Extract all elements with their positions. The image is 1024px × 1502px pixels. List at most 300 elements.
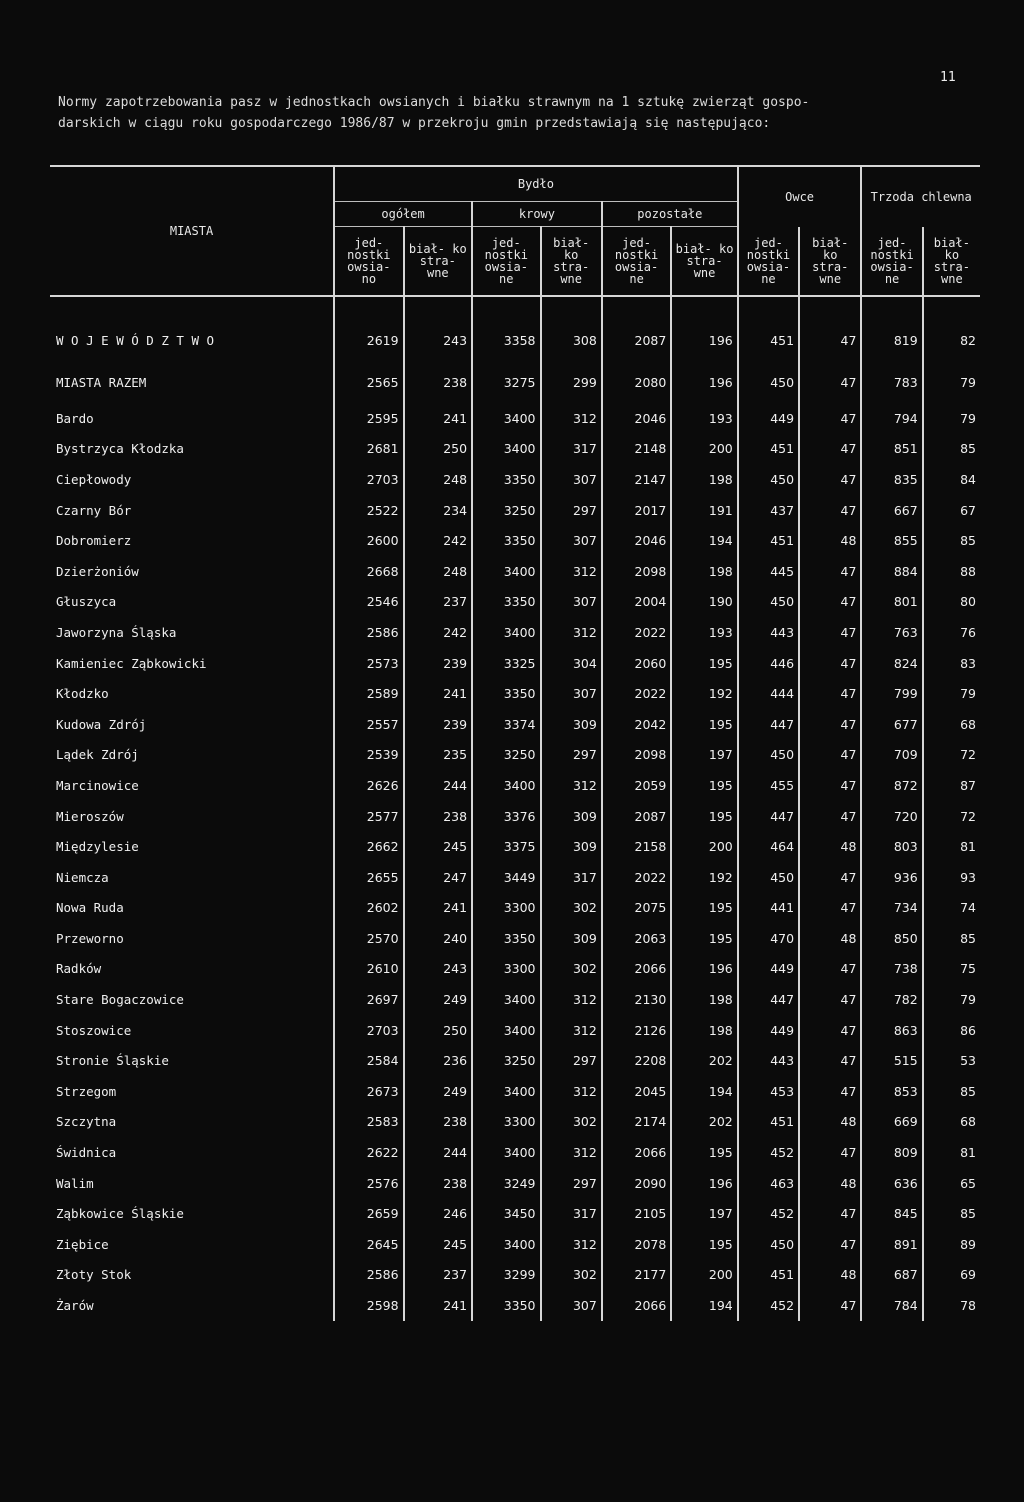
row-value: 47 bbox=[799, 740, 861, 771]
row-value: 763 bbox=[861, 617, 922, 648]
row-value: 850 bbox=[861, 923, 922, 954]
row-value: 2022 bbox=[602, 862, 671, 893]
feed-norms-table-container bbox=[50, 165, 980, 1321]
row-value: 234 bbox=[404, 495, 472, 526]
row-value: 67 bbox=[923, 495, 980, 526]
row-value: 891 bbox=[861, 1229, 922, 1260]
row-value: 302 bbox=[541, 1260, 602, 1291]
row-value: 202 bbox=[671, 1045, 737, 1076]
row-value: 307 bbox=[541, 464, 602, 495]
table-row bbox=[50, 617, 980, 648]
table-body bbox=[50, 296, 980, 1321]
row-value: 2697 bbox=[334, 984, 403, 1015]
row-value: 2703 bbox=[334, 1015, 403, 1046]
row-value: 53 bbox=[923, 1045, 980, 1076]
header-bial-krowy: biał- ko stra- wne bbox=[541, 227, 602, 297]
row-value: 2087 bbox=[602, 801, 671, 832]
row-value: 2557 bbox=[334, 709, 403, 740]
row-value: 72 bbox=[923, 740, 980, 771]
row-value: 687 bbox=[861, 1260, 922, 1291]
row-value: 239 bbox=[404, 709, 472, 740]
row-value: 47 bbox=[799, 678, 861, 709]
row-value: 2017 bbox=[602, 495, 671, 526]
row-value: 2042 bbox=[602, 709, 671, 740]
row-value: 250 bbox=[404, 434, 472, 465]
table-row bbox=[50, 984, 980, 1015]
table-row bbox=[50, 862, 980, 893]
row-value: 3375 bbox=[472, 831, 540, 862]
row-value: 85 bbox=[923, 1076, 980, 1107]
row-value: 194 bbox=[671, 1076, 737, 1107]
table-row bbox=[50, 831, 980, 862]
row-name: W O J E W Ó D Z T W O bbox=[56, 332, 215, 348]
row-value: 3450 bbox=[472, 1198, 540, 1229]
row-value: 307 bbox=[541, 525, 602, 556]
table-row bbox=[50, 1137, 980, 1168]
row-value: 2022 bbox=[602, 678, 671, 709]
row-value: 3350 bbox=[472, 525, 540, 556]
row-value: 297 bbox=[541, 495, 602, 526]
row-value: 451 bbox=[738, 1107, 799, 1138]
row-name: MIASTA RAZEM bbox=[56, 374, 147, 390]
row-value: 2595 bbox=[334, 403, 403, 434]
row-value: 449 bbox=[738, 954, 799, 985]
row-value: 3376 bbox=[472, 801, 540, 832]
row-value: 451 bbox=[738, 434, 799, 465]
row-value: 85 bbox=[923, 434, 980, 465]
row-value: 68 bbox=[923, 1107, 980, 1138]
row-value: 455 bbox=[738, 770, 799, 801]
row-value: 801 bbox=[861, 587, 922, 618]
row-value: 47 bbox=[799, 464, 861, 495]
row-value: 78 bbox=[923, 1290, 980, 1321]
row-value: 69 bbox=[923, 1260, 980, 1291]
row-value: 809 bbox=[861, 1137, 922, 1168]
row-value: 72 bbox=[923, 801, 980, 832]
row-value: 2626 bbox=[334, 770, 403, 801]
row-value: 48 bbox=[799, 831, 861, 862]
row-value: 2619 bbox=[334, 319, 403, 361]
row-value: 2539 bbox=[334, 740, 403, 771]
row-value: 3250 bbox=[472, 740, 540, 771]
row-value: 2610 bbox=[334, 954, 403, 985]
row-value: 297 bbox=[541, 740, 602, 771]
row-value: 48 bbox=[799, 1168, 861, 1199]
row-name: Kamieniec Ząbkowicki bbox=[56, 655, 207, 671]
row-value: 198 bbox=[671, 1015, 737, 1046]
header-spacer-row bbox=[50, 296, 980, 319]
row-value: 241 bbox=[404, 893, 472, 924]
row-value: 3275 bbox=[472, 361, 540, 403]
row-value: 302 bbox=[541, 1107, 602, 1138]
row-value: 195 bbox=[671, 770, 737, 801]
header-miasta: MIASTA bbox=[50, 166, 334, 296]
row-value: 195 bbox=[671, 801, 737, 832]
row-value: 317 bbox=[541, 434, 602, 465]
row-value: 240 bbox=[404, 923, 472, 954]
row-value: 794 bbox=[861, 403, 922, 434]
row-value: 196 bbox=[671, 319, 737, 361]
row-value: 2148 bbox=[602, 434, 671, 465]
row-value: 669 bbox=[861, 1107, 922, 1138]
row-name: Szczytna bbox=[56, 1114, 117, 1130]
row-value: 48 bbox=[799, 1260, 861, 1291]
row-value: 79 bbox=[923, 361, 980, 403]
row-value: 2681 bbox=[334, 434, 403, 465]
row-value: 3400 bbox=[472, 984, 540, 1015]
row-value: 677 bbox=[861, 709, 922, 740]
row-value: 872 bbox=[861, 770, 922, 801]
row-value: 2066 bbox=[602, 1137, 671, 1168]
row-value: 3400 bbox=[472, 403, 540, 434]
table-row bbox=[50, 893, 980, 924]
row-value: 2565 bbox=[334, 361, 403, 403]
row-value: 247 bbox=[404, 862, 472, 893]
row-name: Jaworzyna Śląska bbox=[56, 624, 177, 640]
row-value: 2066 bbox=[602, 1290, 671, 1321]
row-value: 193 bbox=[671, 617, 737, 648]
row-value: 450 bbox=[738, 587, 799, 618]
row-value: 2598 bbox=[334, 1290, 403, 1321]
row-name: Ząbkowice Śląskie bbox=[56, 1206, 184, 1222]
row-value: 47 bbox=[799, 770, 861, 801]
table-row bbox=[50, 434, 980, 465]
row-value: 190 bbox=[671, 587, 737, 618]
row-value: 86 bbox=[923, 1015, 980, 1046]
row-value: 3400 bbox=[472, 770, 540, 801]
table-row bbox=[50, 403, 980, 434]
row-value: 241 bbox=[404, 1290, 472, 1321]
row-value: 855 bbox=[861, 525, 922, 556]
table-row bbox=[50, 1168, 980, 1199]
row-value: 3300 bbox=[472, 893, 540, 924]
row-value: 297 bbox=[541, 1045, 602, 1076]
row-value: 2130 bbox=[602, 984, 671, 1015]
row-value: 447 bbox=[738, 984, 799, 1015]
row-value: 3249 bbox=[472, 1168, 540, 1199]
row-value: 243 bbox=[404, 319, 472, 361]
row-value: 307 bbox=[541, 678, 602, 709]
row-value: 198 bbox=[671, 556, 737, 587]
row-value: 2174 bbox=[602, 1107, 671, 1138]
row-value: 236 bbox=[404, 1045, 472, 1076]
row-value: 3400 bbox=[472, 556, 540, 587]
row-value: 47 bbox=[799, 617, 861, 648]
row-value: 449 bbox=[738, 403, 799, 434]
row-value: 47 bbox=[799, 403, 861, 434]
row-value: 3358 bbox=[472, 319, 540, 361]
row-value: 47 bbox=[799, 1045, 861, 1076]
row-value: 3400 bbox=[472, 1015, 540, 1046]
row-value: 452 bbox=[738, 1290, 799, 1321]
row-value: 819 bbox=[861, 319, 922, 361]
row-name: Ciepłowody bbox=[56, 471, 132, 487]
row-value: 3449 bbox=[472, 862, 540, 893]
row-value: 238 bbox=[404, 1168, 472, 1199]
row-value: 317 bbox=[541, 1198, 602, 1229]
row-value: 799 bbox=[861, 678, 922, 709]
row-value: 2075 bbox=[602, 893, 671, 924]
row-name: Żarów bbox=[56, 1298, 94, 1314]
row-value: 309 bbox=[541, 709, 602, 740]
row-value: 453 bbox=[738, 1076, 799, 1107]
row-value: 3299 bbox=[472, 1260, 540, 1291]
row-value: 79 bbox=[923, 678, 980, 709]
row-name: Walim bbox=[56, 1175, 94, 1191]
row-value: 47 bbox=[799, 893, 861, 924]
row-value: 192 bbox=[671, 862, 737, 893]
row-value: 87 bbox=[923, 770, 980, 801]
row-value: 451 bbox=[738, 1260, 799, 1291]
table-row bbox=[50, 1229, 980, 1260]
header-jed-ogolem: jed- nostki owsia- no bbox=[334, 227, 403, 297]
row-value: 2668 bbox=[334, 556, 403, 587]
row-value: 2673 bbox=[334, 1076, 403, 1107]
table-row bbox=[50, 1076, 980, 1107]
row-value: 200 bbox=[671, 1260, 737, 1291]
row-value: 193 bbox=[671, 403, 737, 434]
row-value: 85 bbox=[923, 525, 980, 556]
row-value: 3400 bbox=[472, 1229, 540, 1260]
row-value: 79 bbox=[923, 403, 980, 434]
row-value: 636 bbox=[861, 1168, 922, 1199]
row-value: 237 bbox=[404, 1260, 472, 1291]
row-value: 3400 bbox=[472, 617, 540, 648]
row-value: 2583 bbox=[334, 1107, 403, 1138]
row-value: 2522 bbox=[334, 495, 403, 526]
row-value: 245 bbox=[404, 831, 472, 862]
row-value: 47 bbox=[799, 319, 861, 361]
row-value: 2059 bbox=[602, 770, 671, 801]
row-value: 235 bbox=[404, 740, 472, 771]
row-value: 443 bbox=[738, 617, 799, 648]
row-value: 241 bbox=[404, 403, 472, 434]
row-value: 47 bbox=[799, 1076, 861, 1107]
row-value: 47 bbox=[799, 495, 861, 526]
row-value: 2600 bbox=[334, 525, 403, 556]
table-row bbox=[50, 495, 980, 526]
row-value: 2586 bbox=[334, 1260, 403, 1291]
row-value: 2080 bbox=[602, 361, 671, 403]
row-value: 3300 bbox=[472, 954, 540, 985]
row-value: 470 bbox=[738, 923, 799, 954]
row-value: 2586 bbox=[334, 617, 403, 648]
row-value: 451 bbox=[738, 525, 799, 556]
row-value: 3350 bbox=[472, 587, 540, 618]
row-value: 249 bbox=[404, 1076, 472, 1107]
row-value: 2126 bbox=[602, 1015, 671, 1046]
row-name: Głuszyca bbox=[56, 594, 117, 610]
table-row bbox=[50, 1290, 980, 1321]
row-value: 515 bbox=[861, 1045, 922, 1076]
row-value: 312 bbox=[541, 770, 602, 801]
row-value: 82 bbox=[923, 319, 980, 361]
row-value: 302 bbox=[541, 893, 602, 924]
row-value: 198 bbox=[671, 984, 737, 1015]
table-row bbox=[50, 678, 980, 709]
row-value: 75 bbox=[923, 954, 980, 985]
page-number: 11 bbox=[940, 70, 956, 85]
row-value: 2045 bbox=[602, 1076, 671, 1107]
table-row bbox=[50, 709, 980, 740]
row-value: 194 bbox=[671, 525, 737, 556]
row-value: 197 bbox=[671, 740, 737, 771]
table-row bbox=[50, 1015, 980, 1046]
row-value: 720 bbox=[861, 801, 922, 832]
row-value: 47 bbox=[799, 1137, 861, 1168]
row-value: 297 bbox=[541, 1168, 602, 1199]
row-value: 47 bbox=[799, 1229, 861, 1260]
row-value: 47 bbox=[799, 1015, 861, 1046]
table-row bbox=[50, 464, 980, 495]
header-trzoda: Trzoda chlewna bbox=[861, 166, 980, 227]
row-value: 2662 bbox=[334, 831, 403, 862]
row-value: 3400 bbox=[472, 1076, 540, 1107]
row-value: 2589 bbox=[334, 678, 403, 709]
row-value: 312 bbox=[541, 403, 602, 434]
row-value: 299 bbox=[541, 361, 602, 403]
row-value: 241 bbox=[404, 678, 472, 709]
table-row bbox=[50, 923, 980, 954]
row-value: 47 bbox=[799, 434, 861, 465]
row-value: 79 bbox=[923, 984, 980, 1015]
row-value: 3325 bbox=[472, 648, 540, 679]
row-value: 191 bbox=[671, 495, 737, 526]
row-value: 2046 bbox=[602, 403, 671, 434]
table-row bbox=[50, 801, 980, 832]
row-name: Dzierżoniów bbox=[56, 563, 139, 579]
row-value: 3400 bbox=[472, 1137, 540, 1168]
row-name: Kudowa Zdrój bbox=[56, 716, 147, 732]
row-value: 239 bbox=[404, 648, 472, 679]
row-name: Złoty Stok bbox=[56, 1267, 132, 1283]
row-value: 242 bbox=[404, 617, 472, 648]
table-row bbox=[50, 648, 980, 679]
row-name: Stoszowice bbox=[56, 1022, 132, 1038]
row-value: 195 bbox=[671, 709, 737, 740]
row-value: 851 bbox=[861, 434, 922, 465]
row-value: 309 bbox=[541, 831, 602, 862]
row-value: 444 bbox=[738, 678, 799, 709]
row-value: 47 bbox=[799, 801, 861, 832]
header-jed-trzoda: jed- nostki owsia- ne bbox=[861, 227, 922, 297]
row-value: 3250 bbox=[472, 1045, 540, 1076]
row-value: 835 bbox=[861, 464, 922, 495]
header-owce: Owce bbox=[738, 166, 862, 227]
row-value: 248 bbox=[404, 464, 472, 495]
row-value: 302 bbox=[541, 954, 602, 985]
row-name: Międzylesie bbox=[56, 839, 139, 855]
row-value: 237 bbox=[404, 587, 472, 618]
row-value: 200 bbox=[671, 831, 737, 862]
row-value: 2158 bbox=[602, 831, 671, 862]
row-value: 242 bbox=[404, 525, 472, 556]
row-name: Radków bbox=[56, 961, 102, 977]
row-value: 441 bbox=[738, 893, 799, 924]
row-value: 244 bbox=[404, 1137, 472, 1168]
row-value: 803 bbox=[861, 831, 922, 862]
row-value: 309 bbox=[541, 923, 602, 954]
row-value: 450 bbox=[738, 1229, 799, 1260]
row-value: 936 bbox=[861, 862, 922, 893]
row-name: Dobromierz bbox=[56, 533, 132, 549]
row-value: 2046 bbox=[602, 525, 671, 556]
table-row bbox=[50, 1260, 980, 1291]
row-name: Marcinowice bbox=[56, 777, 139, 793]
row-value: 853 bbox=[861, 1076, 922, 1107]
table-row-miasta-razem bbox=[50, 361, 980, 403]
row-value: 2577 bbox=[334, 801, 403, 832]
row-value: 312 bbox=[541, 556, 602, 587]
table-row bbox=[50, 954, 980, 985]
row-value: 81 bbox=[923, 1137, 980, 1168]
row-value: 738 bbox=[861, 954, 922, 985]
header-ogolem: ogółem bbox=[334, 202, 472, 227]
row-value: 195 bbox=[671, 893, 737, 924]
row-value: 83 bbox=[923, 648, 980, 679]
row-value: 312 bbox=[541, 1076, 602, 1107]
row-value: 783 bbox=[861, 361, 922, 403]
row-value: 437 bbox=[738, 495, 799, 526]
row-value: 3350 bbox=[472, 1290, 540, 1321]
row-value: 304 bbox=[541, 648, 602, 679]
row-value: 89 bbox=[923, 1229, 980, 1260]
row-value: 198 bbox=[671, 464, 737, 495]
row-name: Ziębice bbox=[56, 1236, 109, 1252]
row-value: 195 bbox=[671, 1137, 737, 1168]
row-value: 2066 bbox=[602, 954, 671, 985]
row-value: 2570 bbox=[334, 923, 403, 954]
table-row bbox=[50, 740, 980, 771]
row-value: 2063 bbox=[602, 923, 671, 954]
row-value: 2060 bbox=[602, 648, 671, 679]
header-jed-owce: jed- nostki owsia- ne bbox=[738, 227, 799, 297]
row-value: 307 bbox=[541, 1290, 602, 1321]
row-value: 709 bbox=[861, 740, 922, 771]
row-value: 47 bbox=[799, 1290, 861, 1321]
table-header bbox=[50, 166, 980, 296]
row-value: 195 bbox=[671, 923, 737, 954]
row-value: 2087 bbox=[602, 319, 671, 361]
header-jed-pozostale: jed- nostki owsia- ne bbox=[602, 227, 671, 297]
header-krowy: krowy bbox=[472, 202, 602, 227]
feed-norms-table bbox=[50, 165, 980, 1321]
row-value: 312 bbox=[541, 984, 602, 1015]
row-value: 3300 bbox=[472, 1107, 540, 1138]
row-value: 2645 bbox=[334, 1229, 403, 1260]
row-value: 200 bbox=[671, 434, 737, 465]
row-value: 68 bbox=[923, 709, 980, 740]
row-value: 196 bbox=[671, 361, 737, 403]
row-value: 782 bbox=[861, 984, 922, 1015]
row-value: 845 bbox=[861, 1198, 922, 1229]
row-value: 48 bbox=[799, 525, 861, 556]
row-value: 85 bbox=[923, 1198, 980, 1229]
row-value: 2147 bbox=[602, 464, 671, 495]
table-row bbox=[50, 1198, 980, 1229]
row-value: 47 bbox=[799, 587, 861, 618]
row-value: 443 bbox=[738, 1045, 799, 1076]
row-value: 452 bbox=[738, 1137, 799, 1168]
row-value: 309 bbox=[541, 801, 602, 832]
row-value: 312 bbox=[541, 617, 602, 648]
row-value: 308 bbox=[541, 319, 602, 361]
row-value: 238 bbox=[404, 361, 472, 403]
row-value: 317 bbox=[541, 862, 602, 893]
row-value: 47 bbox=[799, 862, 861, 893]
row-value: 250 bbox=[404, 1015, 472, 1046]
header-bial-pozostale: biał- ko stra- wne bbox=[671, 227, 737, 297]
